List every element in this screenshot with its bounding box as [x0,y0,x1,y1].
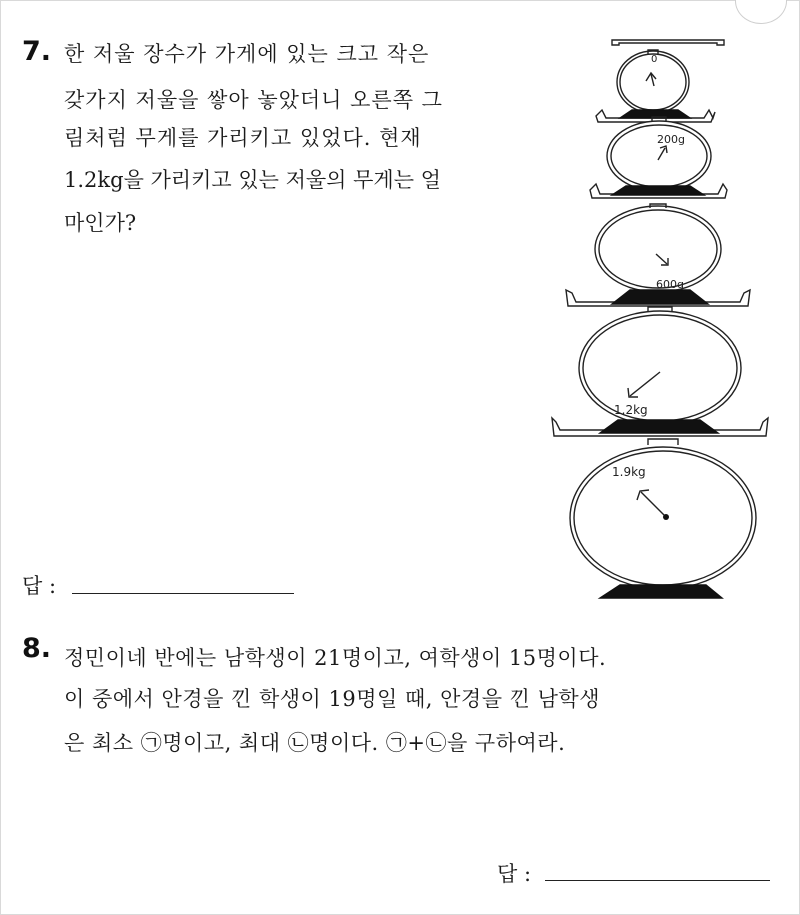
question-7-line-3: 림처럼 무게를 가리키고 있었다. 현재 [64,126,422,150]
question-7-line-5: 마인가? [64,211,137,235]
scale-4-reading: 1.2kg [614,403,648,417]
scale-5-reading: 1.9kg [612,465,646,479]
question-7-line-4: 1.2kg을 가리키고 있는 저울의 무게는 얼 [64,168,441,192]
question-7-number: 7. [22,36,52,67]
question-8-line-3: 은 최소 ㉠명이고, 최대 ㉡명이다. ㉠+㉡을 구하여라. [64,731,566,755]
question-8-line-1: 정민이네 반에는 남학생이 21명이고, 여학생이 15명이다. [64,646,607,670]
question-8-answer-label: 답 : [497,862,532,886]
question-7-line-2: 갖가지 저울을 쌓아 놓았더니 오른쪽 그 [64,88,443,112]
scale-3-reading: 600g [656,278,684,291]
scale-1 [612,40,724,113]
question-8-number: 8. [22,633,52,664]
scale-2 [596,110,715,191]
scale-3 [590,184,727,292]
scale-2-reading: 200g [657,133,685,146]
scale-5 [552,418,768,598]
question-7-line-1: 한 저울 장수가 가게에 있는 크고 작은 [64,42,430,66]
question-7-answer-label: 답 : [22,574,57,598]
question-8-line-2: 이 중에서 안경을 낀 학생이 19명일 때, 안경을 낀 남학생 [64,687,600,711]
scale-1-reading: 0 [651,54,658,65]
question-8-answer-line[interactable] [545,880,770,881]
scale-4 [566,290,750,425]
